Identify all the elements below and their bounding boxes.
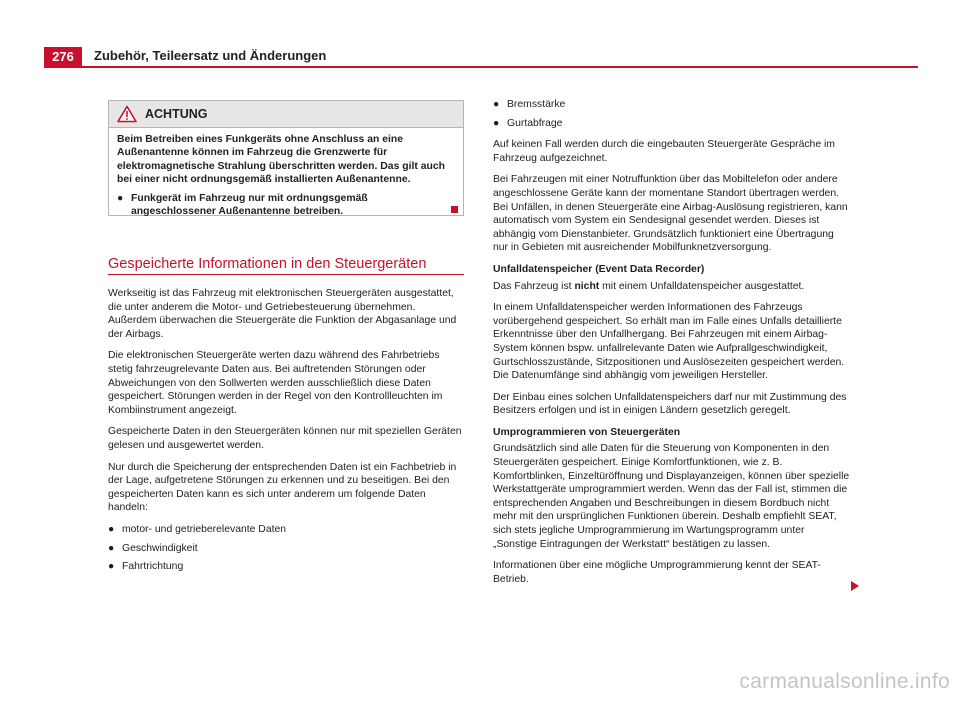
list-item [108,542,464,556]
list-item-text: Geschwindigkeit [122,542,198,554]
continue-arrow-icon [851,581,859,591]
header-rule [44,66,918,68]
bullet-dot-icon: ● [108,561,115,573]
section-end-marker-icon [451,206,458,213]
list-item-text: Fahrtrichtung [122,561,184,573]
warning-text: Beim Betreiben eines Funkgeräts ohne Anschluss an eine Außenantenne können im Fahrzeug die Grenzwerte für elektromagnetische Strahlung überschritten werden. Das gilt auch bei einer nicht ordnungsgemäß installierten Außenantenne. [117,134,445,186]
paragraph: Der Einbau eines solchen Unfalldatenspeichers darf nur mit Zustimmung des Besitzers erfolgen und ist in einigen Ländern gesetzlich geregelt. [493,391,847,417]
watermark: carmanualsonline.info [739,670,950,693]
paragraph: Nur durch die Speicherung der entsprechenden Daten ist ein Fachbetrieb in der Lage, aufgetretene Störungen zu erkennen und zu beseitigen. Bei den gespeicherten Daten kann es sich unter anderem um folgende Daten handeln: [108,461,457,514]
section-rule [108,274,464,275]
paragraph: Auf keinen Fall werden durch die eingebauten Steuergeräte Gespräche im Fahrzeug aufgezeichnet. [493,139,835,164]
page-number: 276 [44,47,82,66]
paragraph: Gespeicherte Daten in den Steuergeräten können nur mit speziellen Geräten gelesen und ausgewertet werden. [108,426,462,451]
bullet-dot-icon: ● [108,542,115,554]
section-title: Gespeicherte Informationen in den Steuergeräten [108,256,427,272]
subheading: Umprogrammieren von Steuergeräten [493,426,681,438]
paragraph: Grundsätzlich sind alle Daten für die Steuerung von Komponenten in den Steuergeräten gespeichert. Einige Komfortfunktionen, wie z. B. Komfortblinken, Einzeltüröffnung und Displayanzeigen, können über spezielle Werkstattgeräte umprogrammiert werden. Wenn das der Fall ist, stimmen die entsprechenden Angaben und Beschreibungen in diesem Bordbuch nicht mehr mit den ursprünglichen Funktionen überein. Deshalb empfiehlt SEAT, sich stets jegliche Umprogrammierung im Wartungsprogramm unter „Sonstige Eintragungen der Werkstatt“ bestätigen zu lassen. [493,443,850,550]
list-item [493,117,851,131]
list-item [108,560,464,574]
list-item-text: Bremsstärke [507,99,566,110]
text-run: mit einem Unfalldatenspeicher ausgestattet. [599,280,805,292]
paragraph: Werkseitig ist das Fahrzeug mit elektronischen Steuergeräten ausgestattet, die unter anderem die Motor- und Getriebesteuerung übernehmen. Außerdem überwachen die Steuergeräte die Funktion der Abgasanlage und der Airbags. [108,288,457,340]
list-item-text: Gurtabfrage [507,117,563,129]
warning-box [108,100,464,216]
subheading: Unfalldatenspeicher (Event Data Recorder) [493,263,705,275]
paragraph [493,280,851,294]
bullet-dot-icon: ● [493,117,500,129]
list-item [108,523,464,537]
paragraph: Bei Fahrzeugen mit einer Notruffunktion über das Mobiltelefon oder andere angeschlossene Geräte kann der momentane Standort übertragen werden. Bei Unfällen, in denen Steuergeräte eine Airbag-Auslösung registrieren, kann automatisch vom System ein Sendesignal gesendet werden. Dieses ist abhängig vom Dienstanbieter. Grundsätzlich funktioniert eine Übertragung nur in Gebieten mit ausreichender Mobilfunknetzversorgung. [493,174,848,254]
warning-title: ACHTUNG [145,107,208,121]
bullet-dot-icon: ● [108,523,115,535]
right-column [493,98,851,594]
warning-body [109,128,463,218]
warning-header [109,101,463,128]
chapter-title: Zubehör, Teileersatz und Änderungen [94,48,327,63]
bullet-dot-icon: ● [117,192,124,204]
text-run: Das Fahrzeug ist [493,280,575,292]
list-item-text: motor- und getrieberelevante Daten [122,523,287,535]
list-item [493,98,851,112]
paragraph: Informationen über eine mögliche Umprogrammierung kennt der SEAT-Betrieb. [493,560,821,585]
left-column [108,287,464,579]
paragraph: In einem Unfalldatenspeicher werden Informationen des Fahrzeugs vorübergehend gespeichert. So erhält man im Falle eines Unfalls detaillierte Erkenntnisse über den Unfallhergang. Bei Fahrzeugen mit einem Airbag-System können bspw. unfallrelevante Daten wie Aufprallgeschwindigkeit, Gurtschlosszustände, Sitzpositionen und Auslösezeiten gespeichert werden. Die Datenumfänge sind abhängig vom jeweiligen Hersteller. [493,302,845,382]
paragraph: Die elektronischen Steuergeräte werten dazu während des Fahrbetriebs stetig fahrzeugrelevante Daten aus. Bei auftretenden Störungen oder Abweichungen von den Sollwerten werden ausschließlich diese Daten gespeichert. Störungen werden in der Regel von den Kontrollleuchten im Kombiinstrument angezeigt. [108,350,443,416]
emphasis-text: nicht [574,280,600,292]
bullet-dot-icon: ● [493,99,500,110]
warning-bullet [117,192,455,219]
warning-triangle-icon [117,105,137,123]
warning-bullet-text: Funkgerät im Fahrzeug nur mit ordnungsgemäß angeschlossener Außenantenne betreiben. [131,192,368,218]
